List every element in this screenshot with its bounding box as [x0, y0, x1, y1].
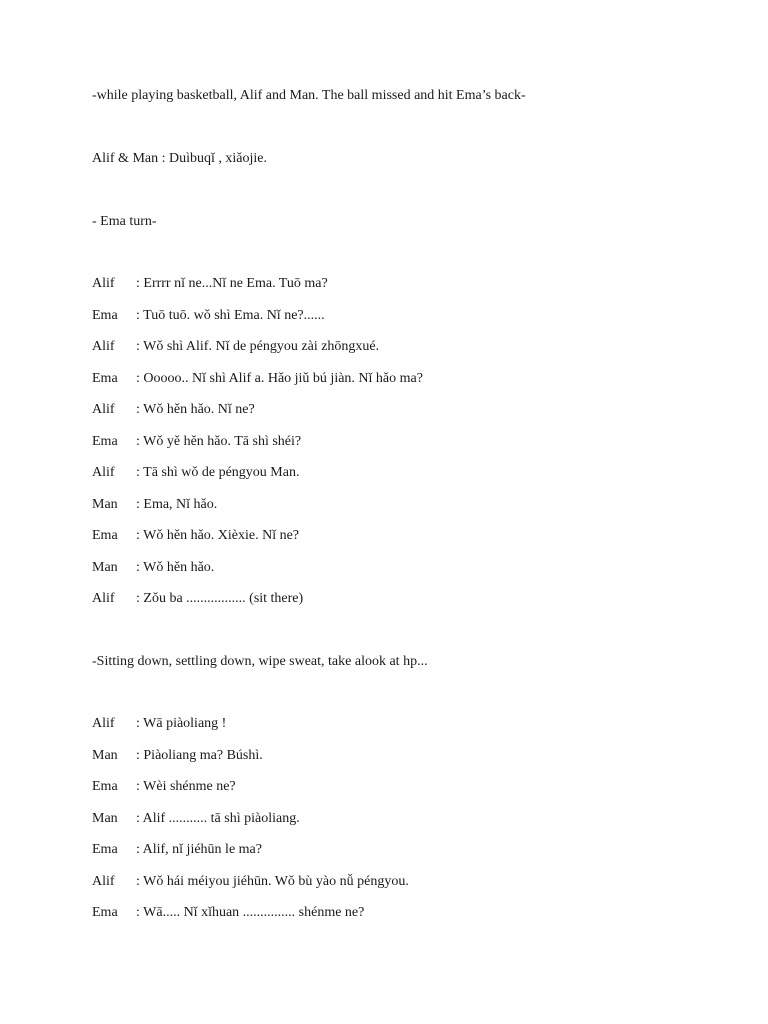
- dialogue-line: [92, 715, 226, 733]
- dialogue-line: [92, 778, 236, 796]
- utterance: : Wǒ hěn hǎo.: [136, 560, 215, 575]
- utterance: : Wā piàoliang !: [136, 716, 227, 731]
- dialogue-line: [92, 747, 263, 765]
- scene-direction: -Sitting down, settling down, wipe sweat, take alook at hp...: [92, 654, 428, 669]
- scene-turn: - Ema turn-: [92, 214, 157, 229]
- dialogue-line: [92, 401, 255, 419]
- scene-intro: -while playing basketball, Alif and Man. The ball missed and hit Ema’s back-: [92, 88, 526, 103]
- dialogue-line: [92, 496, 217, 514]
- speaker-name: Man: [92, 748, 118, 763]
- speaker-name: Alif: [92, 874, 115, 889]
- speaker-name: Alif: [92, 402, 115, 417]
- speaker-name: Ema: [92, 779, 118, 794]
- utterance: : Tuō tuō. wǒ shì Ema. Nǐ ne?......: [136, 308, 325, 323]
- dialogue-line: [92, 873, 409, 891]
- utterance: : Wā..... Nǐ xǐhuan ............... shénme ne?: [136, 905, 365, 920]
- dialogue-line: [92, 559, 214, 577]
- dialogue-line: [92, 433, 301, 451]
- dialogue-line: [92, 275, 328, 293]
- utterance: : Wǒ hái méiyou jiéhūn. Wǒ bù yào nǚ péngyou.: [136, 874, 409, 889]
- utterance: : Wèi shénme ne?: [136, 779, 236, 794]
- utterance: : Wǒ hěn hǎo. Xièxie. Nǐ ne?: [136, 528, 300, 543]
- speaker-name: Alif: [92, 276, 115, 291]
- utterance: : Errrr nǐ ne...Nǐ ne Ema. Tuō ma?: [136, 276, 328, 291]
- utterance: : Wǒ yě hěn hǎo. Tā shì shéi?: [136, 434, 302, 449]
- dialogue-line: [92, 338, 379, 356]
- utterance: : Piàoliang ma? Búshì.: [136, 748, 263, 763]
- speaker-name: Ema: [92, 434, 118, 449]
- utterance: : Alif ........... tā shì piàoliang.: [136, 811, 300, 826]
- utterance: : Wǒ hěn hǎo. Nǐ ne?: [136, 402, 255, 417]
- speaker-name: Man: [92, 811, 118, 826]
- speaker-name: Ema: [92, 842, 118, 857]
- speaker-name: Alif: [92, 465, 115, 480]
- speaker-name: Alif: [92, 591, 115, 606]
- dialogue-line: [92, 307, 325, 325]
- speaker-name: Man: [92, 497, 118, 512]
- speaker-name: Ema: [92, 528, 118, 543]
- apology-line: Alif & Man : Duìbuqǐ , xiǎojie.: [92, 151, 267, 166]
- dialogue-line: [92, 904, 364, 922]
- speaker-name: Ema: [92, 308, 118, 323]
- utterance: : Wǒ shì Alif. Nǐ de péngyou zài zhōngxué.: [136, 339, 380, 354]
- dialogue-line: [92, 370, 423, 388]
- utterance: : Zǒu ba ................. (sit there): [136, 591, 304, 606]
- dialogue-line: [92, 464, 299, 482]
- speaker-name: Man: [92, 560, 118, 575]
- speaker-name: Alif: [92, 339, 115, 354]
- utterance: : Alif, nǐ jiéhūn le ma?: [136, 842, 262, 857]
- speaker-name: Ema: [92, 371, 118, 386]
- dialogue-line: [92, 841, 262, 859]
- speaker-name: Ema: [92, 905, 118, 920]
- utterance: : Tā shì wǒ de péngyou Man.: [136, 465, 300, 480]
- dialogue-line: [92, 810, 300, 828]
- dialogue-line: [92, 527, 299, 545]
- utterance: : Ema, Nǐ hǎo.: [136, 497, 218, 512]
- utterance: : Ooooo.. Nǐ shì Alif a. Hǎo jiǔ bú jiàn. Nǐ hǎo ma?: [136, 371, 423, 386]
- dialogue-line: [92, 590, 303, 608]
- speaker-name: Alif: [92, 716, 115, 731]
